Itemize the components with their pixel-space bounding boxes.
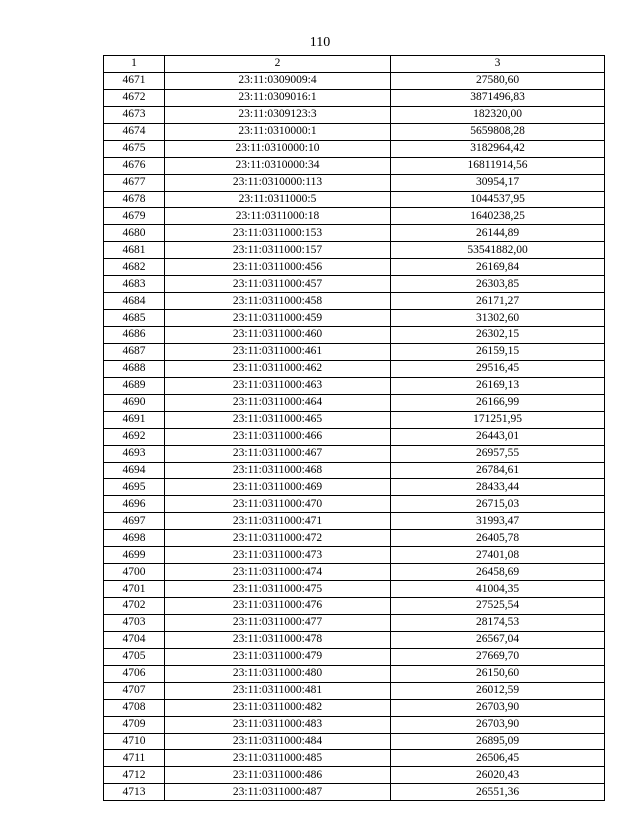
header-col-3: 3: [391, 56, 605, 73]
table-row: [104, 293, 605, 310]
value-cell: 26567,04: [391, 631, 605, 648]
value-cell: 26458,69: [391, 564, 605, 581]
table-row: [104, 89, 605, 106]
table-row: [104, 496, 605, 513]
value-cell: 41004,35: [391, 581, 605, 598]
table-row: [104, 343, 605, 360]
value-cell: 26169,84: [391, 259, 605, 276]
cadastral-number-cell: 23:11:0311000:469: [165, 479, 391, 496]
table-row: [104, 394, 605, 411]
table-row: [104, 631, 605, 648]
value-cell: 26150,60: [391, 665, 605, 682]
table-row: [104, 784, 605, 801]
row-number-cell: 4678: [104, 191, 165, 208]
table-row: [104, 174, 605, 191]
row-number-cell: 4685: [104, 310, 165, 327]
row-number-cell: 4694: [104, 462, 165, 479]
row-number-cell: 4707: [104, 682, 165, 699]
value-cell: 27669,70: [391, 648, 605, 665]
table-row: [104, 123, 605, 140]
cadastral-number-cell: 23:11:0311000:471: [165, 513, 391, 530]
cadastral-number-cell: 23:11:0311000:157: [165, 242, 391, 259]
row-number-cell: 4713: [104, 784, 165, 801]
value-cell: 26144,89: [391, 225, 605, 242]
value-cell: 27401,08: [391, 547, 605, 564]
value-cell: 26703,90: [391, 716, 605, 733]
row-number-cell: 4703: [104, 614, 165, 631]
table-row: [104, 106, 605, 123]
row-number-cell: 4682: [104, 259, 165, 276]
cadastral-number-cell: 23:11:0311000:461: [165, 343, 391, 360]
table-row: [104, 276, 605, 293]
row-number-cell: 4687: [104, 343, 165, 360]
page-number: 110: [309, 35, 331, 50]
row-number-cell: 4676: [104, 157, 165, 174]
row-number-cell: 4688: [104, 360, 165, 377]
value-cell: 26020,43: [391, 767, 605, 784]
value-cell: 31302,60: [391, 310, 605, 327]
row-number-cell: 4672: [104, 89, 165, 106]
row-number-cell: 4686: [104, 327, 165, 344]
row-number-cell: 4691: [104, 411, 165, 428]
row-number-cell: 4690: [104, 394, 165, 411]
table-row: [104, 310, 605, 327]
cadastral-number-cell: 23:11:0311000:481: [165, 682, 391, 699]
row-number-cell: 4681: [104, 242, 165, 259]
value-cell: 3182964,42: [391, 140, 605, 157]
value-cell: 26166,99: [391, 394, 605, 411]
cadastral-number-cell: 23:11:0311000:468: [165, 462, 391, 479]
row-number-cell: 4697: [104, 513, 165, 530]
cadastral-number-cell: 23:11:0311000:476: [165, 598, 391, 615]
cadastral-number-cell: 23:11:0311000:487: [165, 784, 391, 801]
value-cell: 27525,54: [391, 598, 605, 615]
table-row: [104, 225, 605, 242]
row-number-cell: 4702: [104, 598, 165, 615]
cadastral-number-cell: 23:11:0311000:462: [165, 360, 391, 377]
cadastral-number-cell: 23:11:0311000:477: [165, 614, 391, 631]
row-number-cell: 4704: [104, 631, 165, 648]
table-row: [104, 513, 605, 530]
cadastral-number-cell: 23:11:0311000:467: [165, 445, 391, 462]
cadastral-number-cell: 23:11:0311000:473: [165, 547, 391, 564]
cadastral-number-cell: 23:11:0311000:483: [165, 716, 391, 733]
row-number-cell: 4695: [104, 479, 165, 496]
header-row: [104, 56, 605, 73]
cadastral-number-cell: 23:11:0311000:470: [165, 496, 391, 513]
cadastral-number-cell: 23:11:0311000:457: [165, 276, 391, 293]
value-cell: 26895,09: [391, 733, 605, 750]
row-number-cell: 4698: [104, 530, 165, 547]
table-row: [104, 750, 605, 767]
table-row: [104, 581, 605, 598]
cadastral-number-cell: 23:11:0311000:456: [165, 259, 391, 276]
table-row: [104, 259, 605, 276]
cadastral-number-cell: 23:11:0311000:18: [165, 208, 391, 225]
row-number-cell: 4712: [104, 767, 165, 784]
cadastral-number-cell: 23:11:0311000:5: [165, 191, 391, 208]
row-number-cell: 4674: [104, 123, 165, 140]
table-row: [104, 360, 605, 377]
row-number-cell: 4673: [104, 106, 165, 123]
value-cell: 26303,85: [391, 276, 605, 293]
table-row: [104, 665, 605, 682]
cadastral-number-cell: 23:11:0310000:113: [165, 174, 391, 191]
value-cell: 26784,61: [391, 462, 605, 479]
table-row: [104, 72, 605, 89]
row-number-cell: 4675: [104, 140, 165, 157]
value-cell: 29516,45: [391, 360, 605, 377]
row-number-cell: 4708: [104, 699, 165, 716]
table-row: [104, 699, 605, 716]
table-row: [104, 140, 605, 157]
table-body: [104, 72, 605, 800]
row-number-cell: 4705: [104, 648, 165, 665]
cadastral-number-cell: 23:11:0310000:34: [165, 157, 391, 174]
value-cell: 26506,45: [391, 750, 605, 767]
value-cell: 3871496,83: [391, 89, 605, 106]
table-row: [104, 564, 605, 581]
value-cell: 16811914,56: [391, 157, 605, 174]
value-cell: 26703,90: [391, 699, 605, 716]
table-row: [104, 614, 605, 631]
cadastral-number-cell: 23:11:0311000:472: [165, 530, 391, 547]
table-row: [104, 242, 605, 259]
cadastral-number-cell: 23:11:0311000:475: [165, 581, 391, 598]
row-number-cell: 4680: [104, 225, 165, 242]
row-number-cell: 4699: [104, 547, 165, 564]
cadastral-number-cell: 23:11:0310000:1: [165, 123, 391, 140]
table-row: [104, 733, 605, 750]
table-row: [104, 598, 605, 615]
cadastral-number-cell: 23:11:0311000:459: [165, 310, 391, 327]
table-row: [104, 479, 605, 496]
row-number-cell: 4710: [104, 733, 165, 750]
cadastral-number-cell: 23:11:0311000:482: [165, 699, 391, 716]
row-number-cell: 4709: [104, 716, 165, 733]
cadastral-number-cell: 23:11:0309016:1: [165, 89, 391, 106]
data-table: [103, 55, 605, 801]
value-cell: 27580,60: [391, 72, 605, 89]
row-number-cell: 4677: [104, 174, 165, 191]
table-header: [104, 56, 605, 73]
cadastral-number-cell: 23:11:0311000:474: [165, 564, 391, 581]
header-col-1: 1: [104, 56, 165, 73]
value-cell: 26159,15: [391, 343, 605, 360]
cadastral-number-cell: 23:11:0311000:485: [165, 750, 391, 767]
table-row: [104, 716, 605, 733]
value-cell: 182320,00: [391, 106, 605, 123]
cadastral-number-cell: 23:11:0309123:3: [165, 106, 391, 123]
table-row: [104, 428, 605, 445]
cadastral-number-cell: 23:11:0311000:458: [165, 293, 391, 310]
cadastral-number-cell: 23:11:0311000:480: [165, 665, 391, 682]
cadastral-number-cell: 23:11:0311000:465: [165, 411, 391, 428]
cadastral-number-cell: 23:11:0311000:464: [165, 394, 391, 411]
cadastral-number-cell: 23:11:0311000:460: [165, 327, 391, 344]
table-row: [104, 157, 605, 174]
value-cell: 26012,59: [391, 682, 605, 699]
table-row: [104, 682, 605, 699]
cadastral-number-cell: 23:11:0311000:153: [165, 225, 391, 242]
value-cell: 5659808,28: [391, 123, 605, 140]
table-row: [104, 191, 605, 208]
value-cell: 28174,53: [391, 614, 605, 631]
table-row: [104, 327, 605, 344]
cadastral-number-cell: 23:11:0311000:466: [165, 428, 391, 445]
table-row: [104, 208, 605, 225]
cadastral-number-cell: 23:11:0309009:4: [165, 72, 391, 89]
row-number-cell: 4692: [104, 428, 165, 445]
value-cell: 26171,27: [391, 293, 605, 310]
table-row: [104, 462, 605, 479]
cadastral-number-cell: 23:11:0310000:10: [165, 140, 391, 157]
cadastral-number-cell: 23:11:0311000:484: [165, 733, 391, 750]
row-number-cell: 4706: [104, 665, 165, 682]
cadastral-number-cell: 23:11:0311000:479: [165, 648, 391, 665]
row-number-cell: 4700: [104, 564, 165, 581]
value-cell: 26169,13: [391, 377, 605, 394]
table-row: [104, 648, 605, 665]
value-cell: 31993,47: [391, 513, 605, 530]
row-number-cell: 4684: [104, 293, 165, 310]
cadastral-number-cell: 23:11:0311000:463: [165, 377, 391, 394]
value-cell: 26302,15: [391, 327, 605, 344]
table-row: [104, 547, 605, 564]
table-row: [104, 445, 605, 462]
value-cell: 53541882,00: [391, 242, 605, 259]
value-cell: 26551,36: [391, 784, 605, 801]
row-number-cell: 4689: [104, 377, 165, 394]
value-cell: 1640238,25: [391, 208, 605, 225]
row-number-cell: 4696: [104, 496, 165, 513]
value-cell: 171251,95: [391, 411, 605, 428]
cadastral-number-cell: 23:11:0311000:486: [165, 767, 391, 784]
table-row: [104, 411, 605, 428]
value-cell: 1044537,95: [391, 191, 605, 208]
row-number-cell: 4693: [104, 445, 165, 462]
cadastral-number-cell: 23:11:0311000:478: [165, 631, 391, 648]
value-cell: 26957,55: [391, 445, 605, 462]
table-row: [104, 767, 605, 784]
header-col-2: 2: [165, 56, 391, 73]
table-row: [104, 377, 605, 394]
value-cell: 30954,17: [391, 174, 605, 191]
row-number-cell: 4671: [104, 72, 165, 89]
value-cell: 28433,44: [391, 479, 605, 496]
row-number-cell: 4683: [104, 276, 165, 293]
row-number-cell: 4679: [104, 208, 165, 225]
value-cell: 26405,78: [391, 530, 605, 547]
value-cell: 26443,01: [391, 428, 605, 445]
value-cell: 26715,03: [391, 496, 605, 513]
row-number-cell: 4701: [104, 581, 165, 598]
row-number-cell: 4711: [104, 750, 165, 767]
table-row: [104, 530, 605, 547]
